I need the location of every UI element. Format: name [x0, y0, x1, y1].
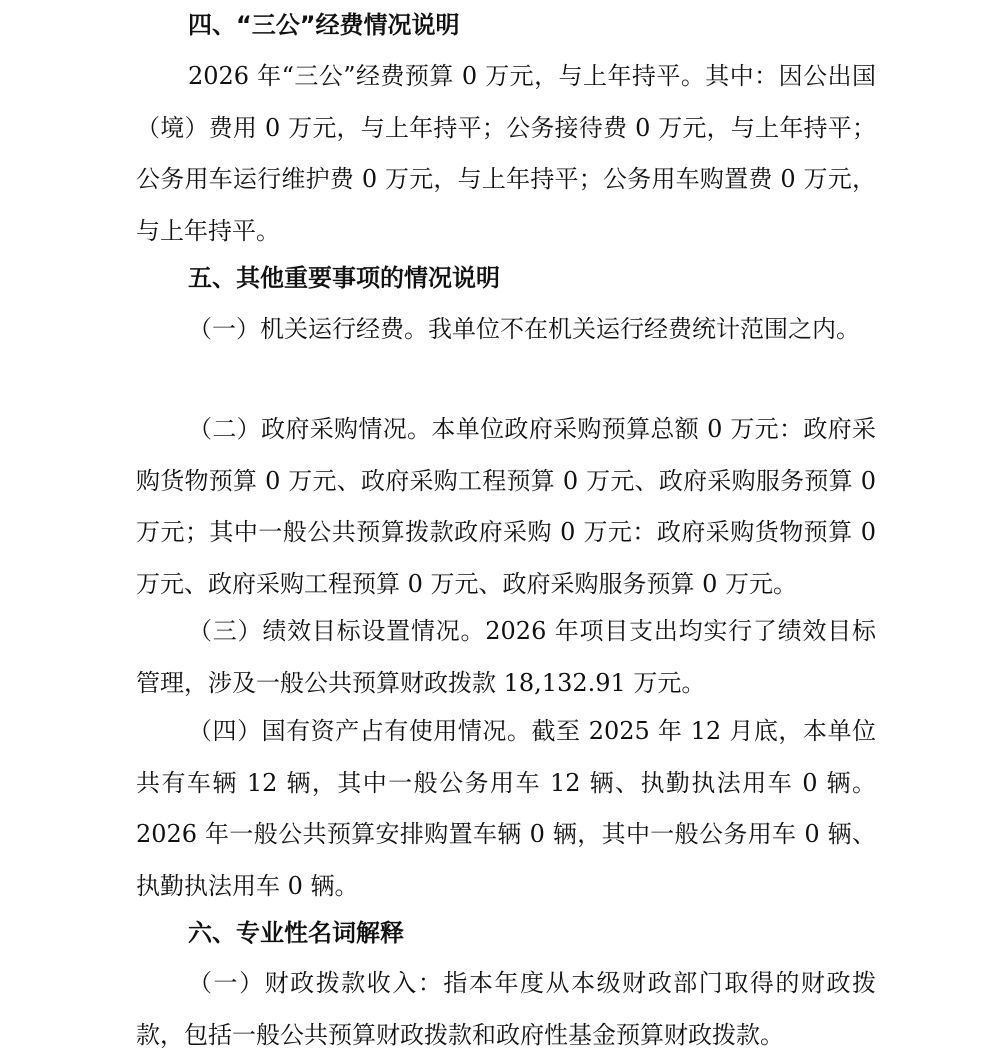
- item-text: 2026 年项目支出均实行了绩效目标管理，涉及一般公共预算财政拨款 18,132.91 万元。: [136, 617, 876, 697]
- item-lead: （三）绩效目标设置情况。: [188, 617, 486, 645]
- item-text: 我单位不在机关运行经费统计范围之内。: [428, 315, 860, 343]
- section-5-item-4: [136, 706, 876, 912]
- section-5-heading: 五、其他重要事项的情况说明: [188, 264, 500, 292]
- item-lead: （四）国有资产占有使用情况。: [188, 717, 532, 745]
- item-text: 本单位政府采购预算总额 0 万元：政府采购货物预算 0 万元、政府采购工程预算 0 万元、政府采购服务预算 0 万元；其中一般公共预算拨款政府采购 0 万元：政府采购货物预算 0 万元、政府采购工程预算 0 万元、政府采购服务预算 0 万元。: [136, 415, 877, 598]
- item-text: 截至 2025 年 12 月底，本单位共有车辆 12 辆，其中一般公务用车 12 辆、执勤执法用车 0 辆。2026 年一般公共预算安排购置车辆 0 辆，其中一般公务用车 0 辆、执勤执法用车 0 辆。: [136, 717, 876, 900]
- item-text: 指本年度从本级财政部门取得的财政拨款，包括一般公共预算财政拨款和政府性基金预算财政拨款。: [136, 969, 877, 1049]
- section-5-item-3: [136, 606, 876, 709]
- section-4-body: [136, 51, 876, 257]
- section-6-heading: 六、专业性名词解释: [188, 919, 404, 947]
- section-5-item-2: [136, 404, 876, 610]
- section-4-text: 2026 年“三公”经费预算 0 万元，与上年持平。其中：因公出国（境）费用 0 万元，与上年持平；公务接待费 0 万元，与上年持平；公务用车运行维护费 0 万元，与上年持平；公务用车购置费 0 万元，与上年持平。: [136, 62, 876, 245]
- section-5-item-1: [136, 304, 876, 356]
- section-4-heading: 四、“三公”经费情况说明: [188, 11, 460, 39]
- item-lead: （一）机关运行经费。: [188, 315, 428, 343]
- section-6-item-1: [136, 958, 876, 1061]
- item-lead: （二）政府采购情况。: [188, 415, 432, 443]
- item-lead: （一）财政拨款收入：: [188, 969, 444, 997]
